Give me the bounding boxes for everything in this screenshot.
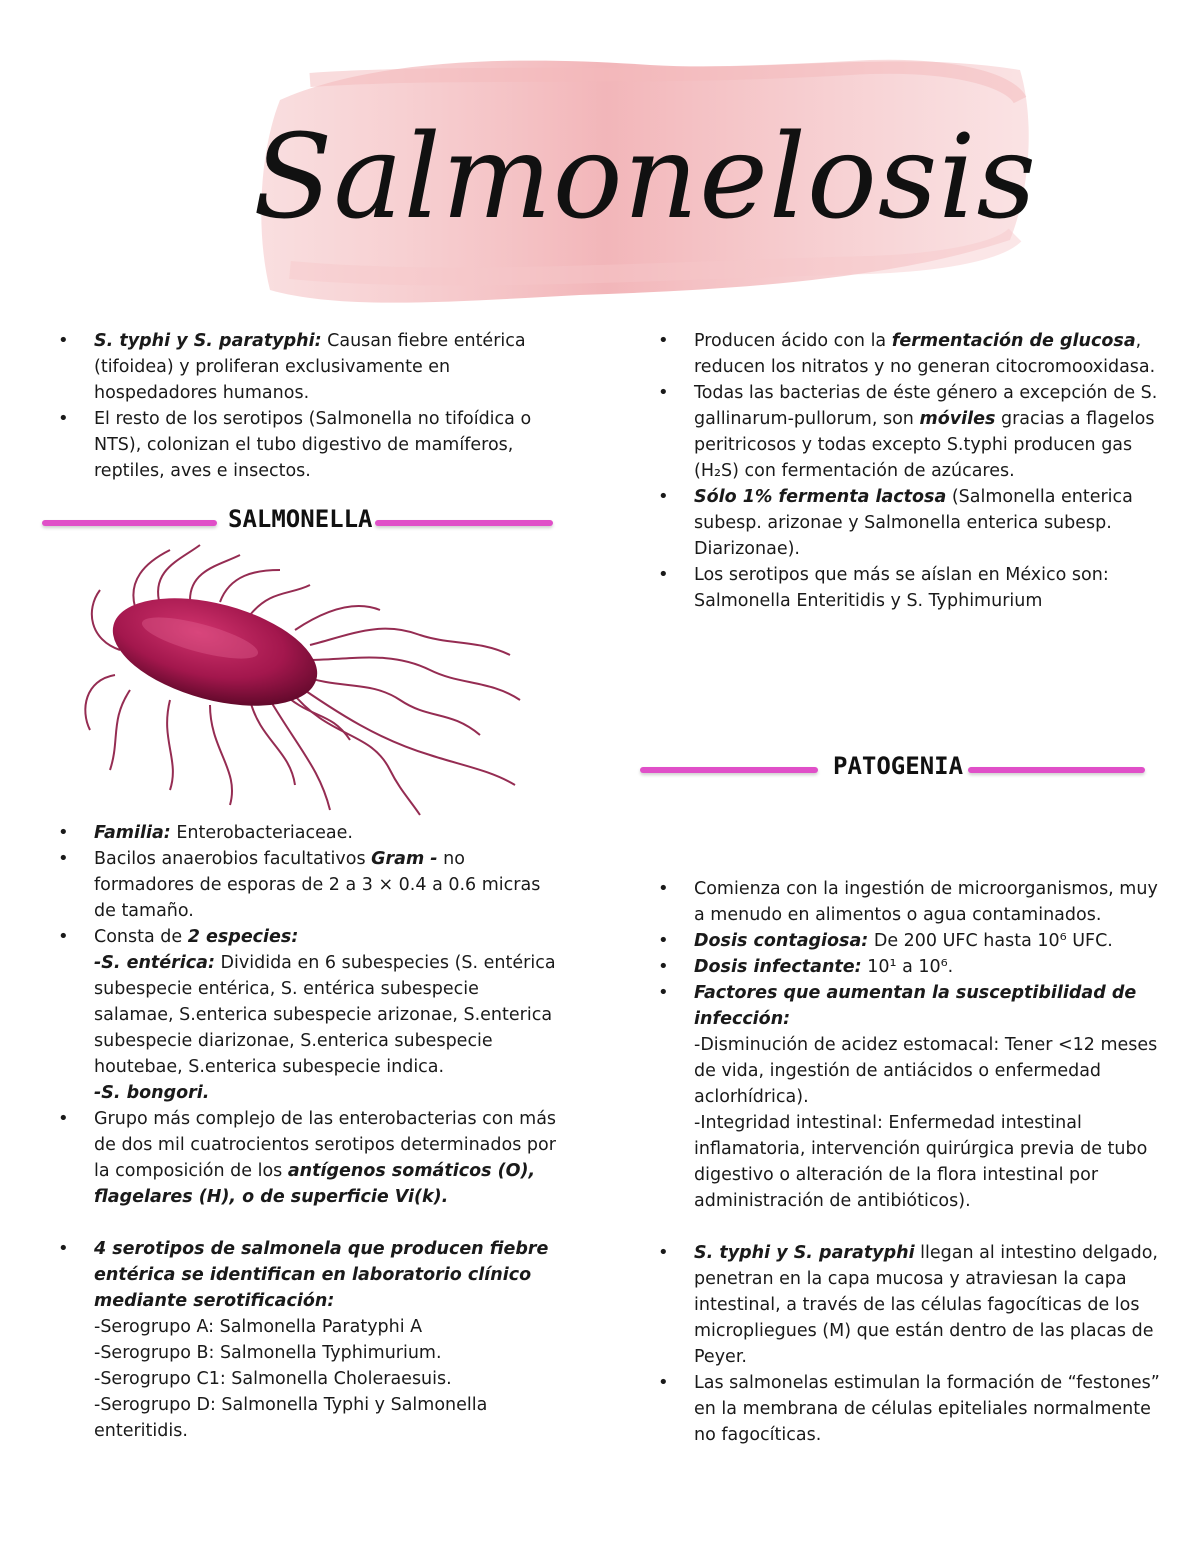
list-item bbox=[658, 328, 1168, 380]
item-text: Causan fiebre entérica (tifoidea) y proliferan exclusivamente en hospedadores humanos. bbox=[94, 331, 526, 403]
heading-bar-left bbox=[640, 767, 818, 773]
heading-bar-right bbox=[375, 520, 553, 526]
list-item bbox=[58, 820, 563, 846]
bold-lead: Dosis infectante: bbox=[694, 957, 862, 977]
bold-lead: Factores que aumentan la susceptibilidad de infección: bbox=[694, 983, 1137, 1029]
bold-lead: 4 serotipos de salmonela que producen fiebre entérica se identifican en laboratorio clínico mediante serotificación: bbox=[94, 1239, 549, 1311]
item-text: Consta de bbox=[94, 927, 188, 947]
list-item bbox=[658, 484, 1168, 562]
list-item bbox=[658, 380, 1168, 484]
sub-item bbox=[94, 950, 563, 1080]
serogroup-line: -Serogrupo D: Salmonella Typhi y Salmonella enteritidis. bbox=[94, 1395, 488, 1441]
bold-lead: Sólo 1% fermenta lactosa bbox=[694, 487, 947, 507]
bold-term: móviles bbox=[919, 409, 996, 429]
heading-bar-right bbox=[968, 767, 1145, 773]
bold-term: fermentación de glucosa bbox=[891, 331, 1136, 351]
section-heading-patogenia bbox=[640, 752, 1145, 792]
factor-line: -Disminución de acidez estomacal: Tener <12 meses de vida, ingestión de antiácidos o enfermedad aclorhídrica). bbox=[694, 1035, 1158, 1107]
right-bottom-list bbox=[658, 876, 1168, 1448]
serogroup-line: -Serogrupo B: Salmonella Typhimurium. bbox=[94, 1343, 442, 1363]
list-item bbox=[658, 1370, 1168, 1448]
item-text: gracias a flagelos peritricosos y todas excepto S.typhi producen gas (H₂S) con fermentación de azúcares. bbox=[694, 409, 1155, 481]
item-text: El resto de los serotipos (Salmonella no tifoídica o NTS), colonizan el tubo digestivo de mamíferos, reptiles, aves e insectos. bbox=[94, 409, 532, 481]
item-text: Las salmonelas estimulan la formación de “festones” en la membrana de células epiteliales normalmente no fagocíticas. bbox=[694, 1373, 1160, 1445]
bold-lead: Dosis contagiosa: bbox=[694, 931, 869, 951]
item-text: Enterobacteriaceae. bbox=[170, 823, 353, 843]
heading-bar-left bbox=[42, 520, 217, 526]
sub-item bbox=[94, 1080, 563, 1106]
list-item bbox=[58, 328, 563, 406]
item-text: Producen ácido con la bbox=[694, 331, 892, 351]
serogroup-line: -Serogrupo A: Salmonella Paratyphi A bbox=[94, 1317, 423, 1337]
right-top-list bbox=[658, 328, 1168, 614]
item-text: (Salmonella enterica subesp. arizonae y Salmonella enterica subesp. Diarizonae). bbox=[694, 487, 1133, 559]
serogroup-line: -Serogrupo C1: Salmonella Choleraesuis. bbox=[94, 1369, 452, 1389]
list-item bbox=[658, 980, 1168, 1214]
item-text: Todas las bacterias de éste género a excepción de S. gallinarum-pullorum, son bbox=[694, 383, 1158, 429]
item-text: Comienza con la ingestión de microorganismos, muy a menudo en alimentos o agua contaminados. bbox=[694, 879, 1158, 925]
list-item bbox=[658, 562, 1168, 614]
bold-lead: Familia: bbox=[94, 823, 171, 843]
bold-term: 2 especies: bbox=[187, 927, 299, 947]
bold-lead: -S. entérica: bbox=[94, 953, 215, 973]
item-text: llegan al intestino delgado, penetran en la capa mucosa y atraviesan la capa intestinal, a través de las células fagocíticas de los micropliegues (M) que están dentro de las placas de Peyer. bbox=[694, 1243, 1158, 1367]
bold-lead: -S. bongori. bbox=[94, 1083, 210, 1103]
left-top-list bbox=[58, 328, 563, 484]
item-text: Dividida en 6 subespecies (S. entérica subespecie entérica, S. entérica subespecie salamae, S.enterica subespecie arizonae, S.enterica subespecie diarizonae, S.enterica subespecie houtebae, S.enterica subespecie indica. bbox=[94, 953, 556, 1077]
heading-label: PATOGENIA bbox=[833, 752, 964, 780]
page-title: Salmonelosis bbox=[252, 110, 1037, 245]
bold-lead: S. typhi y S. paratyphi: bbox=[94, 331, 322, 351]
bacteria-illustration bbox=[80, 540, 530, 820]
item-text: Grupo más complejo de las enterobacterias con más de dos mil cuatrocientos serotipos determinados por la composición de los bbox=[94, 1109, 557, 1181]
item-text: Bacilos anaerobios facultativos bbox=[94, 849, 372, 869]
item-text: Los serotipos que más se aíslan en México son: Salmonella Enteritidis y S. Typhimurium bbox=[694, 565, 1109, 611]
factor-line: -Integridad intestinal: Enfermedad intestinal inflamatoria, intervención quirúrgica previa de tubo digestivo o alteración de la flora intestinal por administración de antibióticos). bbox=[694, 1113, 1148, 1211]
title-banner bbox=[250, 40, 1040, 310]
list-item bbox=[58, 1236, 563, 1444]
list-item bbox=[658, 928, 1168, 954]
list-item bbox=[58, 1106, 563, 1210]
list-item bbox=[658, 1240, 1168, 1370]
bold-lead: S. typhi y S. paratyphi bbox=[694, 1243, 915, 1263]
item-text: De 200 UFC hasta 10⁶ UFC. bbox=[868, 931, 1113, 951]
list-item bbox=[58, 846, 563, 924]
bold-term: Gram - bbox=[371, 849, 438, 869]
list-item bbox=[658, 954, 1168, 980]
item-text: no formadores de esporas de 2 a 3 × 0.4 a 0.6 micras de tamaño. bbox=[94, 849, 541, 921]
bold-term: antígenos somáticos (O), flagelares (H), o de superficie Vi(k). bbox=[94, 1161, 536, 1207]
heading-label: SALMONELLA bbox=[228, 505, 373, 533]
list-item bbox=[658, 876, 1168, 928]
left-bottom-list bbox=[58, 820, 563, 1444]
list-item bbox=[58, 924, 563, 1106]
item-text: 10¹ a 10⁶. bbox=[861, 957, 954, 977]
list-item bbox=[58, 406, 563, 484]
section-heading-salmonella bbox=[42, 505, 554, 545]
item-text: , reducen los nitratos y no generan citocromooxidasa. bbox=[694, 331, 1156, 377]
